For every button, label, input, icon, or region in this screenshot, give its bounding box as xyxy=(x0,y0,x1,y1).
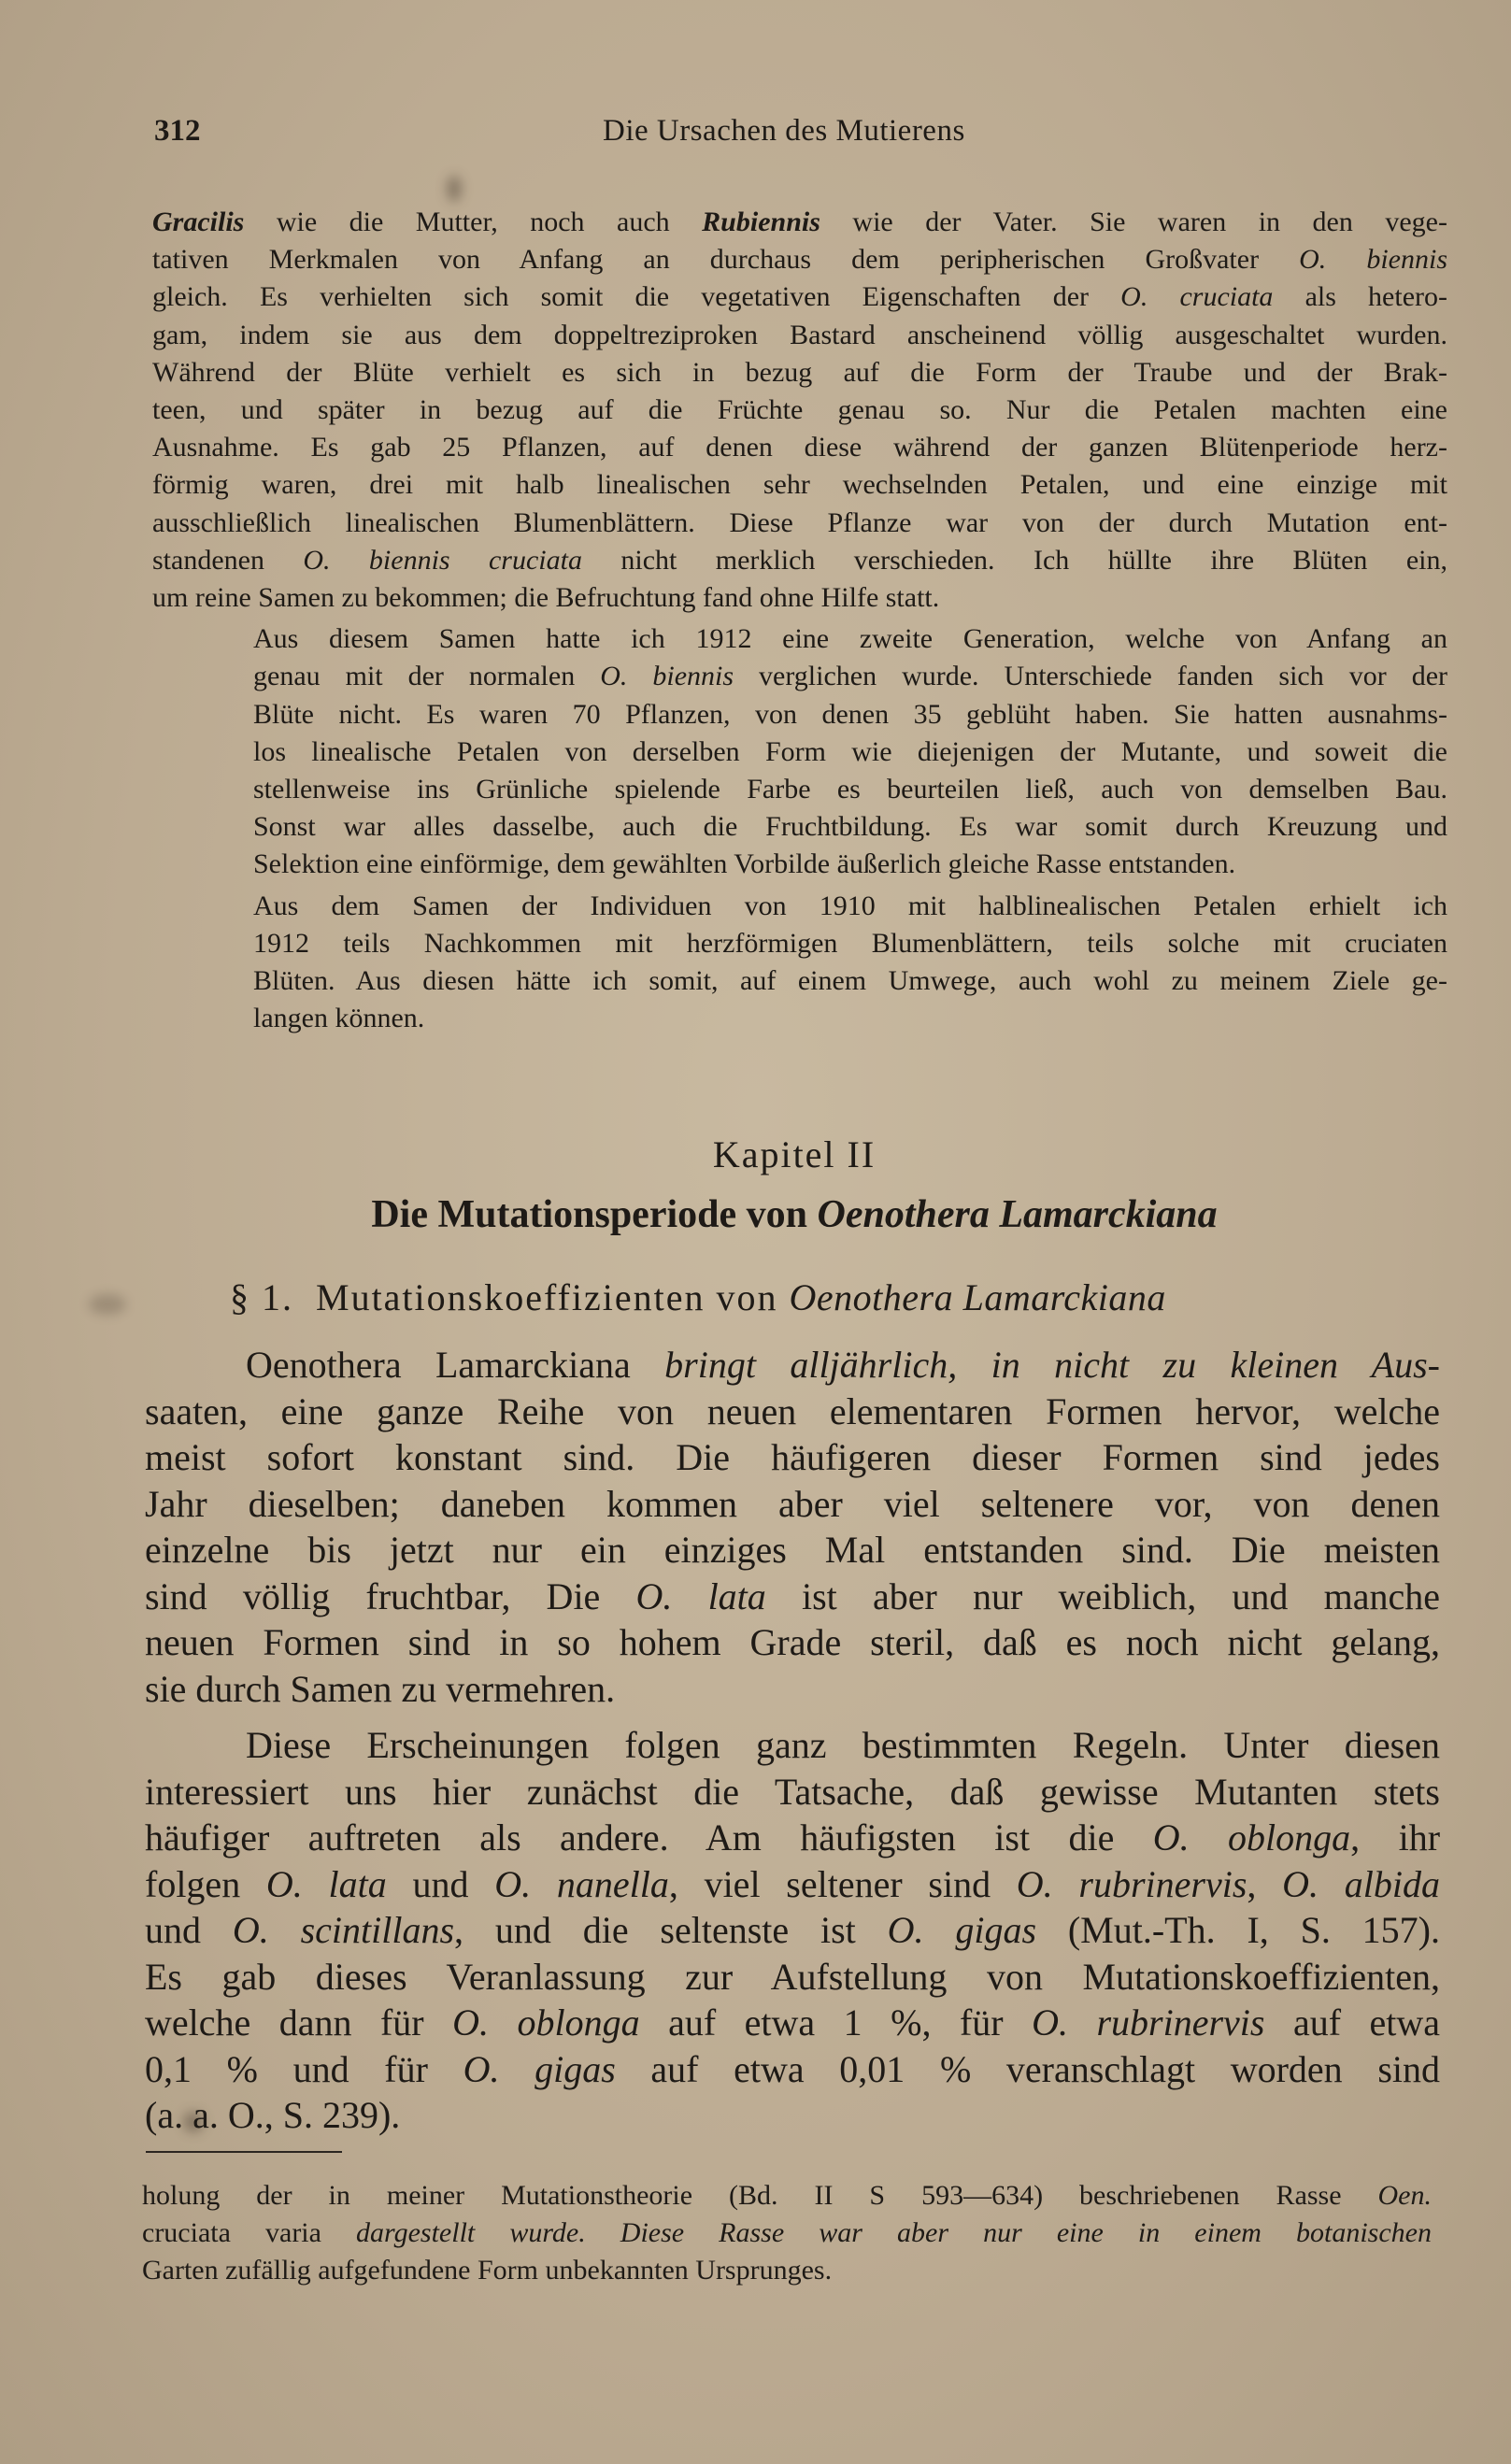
chapter-label: Kapitel II xyxy=(712,1133,877,1175)
text-line: um reine Samen zu bekommen; die Befruchtung fand ohne Hilfe statt. xyxy=(152,582,940,614)
text-segment: standenen xyxy=(152,544,304,576)
section-title-species: Oenothera Lamarckiana xyxy=(789,1276,1166,1318)
footnote-rule xyxy=(146,2151,342,2153)
text-segment: ist aber nur weiblich, und manche xyxy=(765,1574,1440,1617)
text-segment: und xyxy=(145,1909,233,1951)
section-number: § 1. xyxy=(230,1276,293,1318)
main-text-paragraph xyxy=(145,1722,1440,2139)
paragraph xyxy=(152,620,1447,883)
text-segment: wie der Vater. Sie waren in den vege- xyxy=(820,207,1447,237)
text-line: Blüten. Aus diesen hätte ich somit, auf einem Umwege, auch wohl zu meinem Ziele ge- xyxy=(253,965,1447,997)
text-line xyxy=(152,204,1447,241)
text-line: langen können. xyxy=(253,1003,425,1034)
section-heading xyxy=(230,1275,1166,1319)
text-line: stellenweise ins Grünliche spielende Farbe es beurteilen ließ, auch von demselben Bau. xyxy=(253,774,1447,805)
text-line: einzelne bis jetzt nur ein einziges Mal entstanden sind. Die meisten xyxy=(145,1529,1440,1571)
text-line: Aus dem Samen der Individuen von 1910 mit halblinealischen Petalen erhielt ich xyxy=(253,890,1447,921)
text-segment: und xyxy=(386,1862,495,1905)
text-line: förmig waren, drei mit halb linealischen sehr wechselnden Petalen, und eine einzige mit xyxy=(152,469,1447,501)
text-line: Blüte nicht. Es waren 70 Pflanzen, von denen 35 geblüht haben. Sie hatten ausnahms- xyxy=(253,698,1447,730)
italic-term: O. lata xyxy=(635,1574,766,1617)
text-line: Aus diesem Samen hatte ich 1912 eine zweite Generation, welche von Anfang an xyxy=(253,623,1447,655)
text-line xyxy=(145,1861,1440,1908)
main-text-paragraph xyxy=(145,1342,1440,1712)
text-segment: häufiger auftreten als andere. Am häufigsten ist die xyxy=(145,1816,1153,1859)
italic-term: O. biennis xyxy=(1299,244,1447,276)
text-line xyxy=(145,1574,1440,1620)
text-line xyxy=(152,241,1447,278)
text-segment: holung der in meiner Mutationstheorie (Bd. II S 593—634) beschriebenen Rasse xyxy=(142,2180,1378,2211)
text-segment: als hetero- xyxy=(1273,281,1447,313)
text-line xyxy=(142,2215,1432,2252)
paragraph xyxy=(152,204,1447,617)
text-line xyxy=(145,2046,1440,2093)
text-line: 1912 teils Nachkommen mit herzförmigen Blumenblättern, teils solche mit cruciaten xyxy=(253,927,1447,959)
text-line: Jahr dieselben; daneben kommen aber viel seltenere vor, von denen xyxy=(145,1482,1440,1525)
italic-term: Gracilis xyxy=(152,207,245,237)
text-line: sie durch Samen zu vermehren. xyxy=(145,1667,616,1710)
text-line: (a. a. O., S. 239). xyxy=(145,2094,401,2136)
text-line: Ausnahme. Es gab 25 Pflanzen, auf denen diese während der ganzen Blütenperiode herz- xyxy=(152,432,1447,463)
ink-blot xyxy=(447,176,462,202)
chapter-title-species: Oenothera Lamarckiana xyxy=(817,1193,1218,1236)
text-segment: wie die Mutter, noch auch xyxy=(244,207,703,237)
text-segment: auf etwa 1 %, für xyxy=(639,2001,1033,2044)
text-segment: tativen Merkmalen von Anfang an durchaus dem peripherischen Großvater xyxy=(152,244,1300,276)
text-segment: welche dann für xyxy=(145,2001,453,2044)
text-line: los linealische Petalen von derselben Form wie diejenigen der Mutante, und soweit die xyxy=(253,735,1447,767)
italic-term: O. oblonga xyxy=(1152,1816,1351,1859)
italic-term: O. oblonga xyxy=(452,2001,640,2044)
text-line xyxy=(152,278,1447,316)
italic-term: O. lata xyxy=(265,1862,387,1905)
text-segment: 0,1 % und für xyxy=(145,2047,463,2090)
text-segment: gleich. Es verhielten sich somit die vegetativen Eigenschaften der xyxy=(152,281,1121,313)
text-line xyxy=(152,542,1447,579)
italic-term: Oen. xyxy=(1377,2180,1432,2211)
text-line: teen, und später in bezug auf die Früchte genau so. Nur die Petalen machten eine xyxy=(152,394,1447,426)
text-segment: verglichen wurde. Unterschiede fanden sich vor der xyxy=(734,661,1448,692)
text-line: Selektion eine einförmige, dem gewählten Vorbilde äußerlich gleiche Rasse entstanden. xyxy=(253,848,1236,880)
text-segment: , viel seltener sind xyxy=(668,1862,1017,1905)
small-text-block xyxy=(152,204,1447,1037)
text-segment: , xyxy=(1247,1862,1283,1905)
italic-term: O. rubrinervis xyxy=(1032,2001,1265,2044)
text-line: Garten zufällig aufgefundene Form unbekannten Ursprunges. xyxy=(142,2255,833,2286)
italic-term: bringt alljährlich, in nicht zu kleinen Aus- xyxy=(630,1344,1440,1386)
section-title-prefix: Mutationskoeffizienten von xyxy=(316,1276,790,1318)
text-line: gam, indem sie aus dem doppeltreziproken Bastard anscheinend völlig ausgeschaltet wurden. xyxy=(152,319,1447,350)
text-line: Während der Blüte verhielt es sich in bezug auf die Form der Traube und der Brak- xyxy=(152,356,1447,388)
text-segment: sind völlig fruchtbar, Die xyxy=(145,1574,636,1617)
text-line xyxy=(145,1907,1440,1954)
text-line: saaten, eine ganze Reihe von neuen elementaren Formen hervor, welche xyxy=(145,1389,1440,1432)
text-line xyxy=(145,1342,1440,1389)
italic-term: O. cruciata xyxy=(1120,281,1274,313)
text-line: interessiert uns hier zunächst die Tatsache, daß gewisse Mutanten stets xyxy=(145,1770,1440,1813)
text-line: ausschließlich linealischen Blumenblättern. Diese Pflanze war von der durch Mutation ent- xyxy=(152,506,1447,538)
text-segment: genau mit der normalen xyxy=(253,661,601,692)
running-title: Die Ursachen des Mutierens xyxy=(603,114,965,148)
text-line xyxy=(152,658,1447,695)
chapter-title-prefix: Die Mutationsperiode von xyxy=(371,1193,818,1236)
running-head xyxy=(154,114,1444,161)
italic-term: O. scintillans xyxy=(232,1909,455,1951)
italic-term: Rubiennis xyxy=(702,207,820,237)
text-segment: (Mut.-Th. I, S. 157). xyxy=(1036,1909,1440,1951)
text-line xyxy=(142,2177,1432,2215)
italic-term: O. biennis cruciata xyxy=(303,544,582,576)
text-segment: , ihr xyxy=(1350,1816,1441,1859)
text-line: neuen Formen sind in so hohem Grade steril, daß es noch nicht gelang, xyxy=(145,1621,1440,1663)
italic-term: dargestellt wurde. Diese Rasse war aber nur eine in einem botanischen xyxy=(321,2217,1432,2248)
paragraph xyxy=(152,888,1447,1038)
italic-term: O. gigas xyxy=(887,1909,1037,1951)
footnote xyxy=(142,2177,1432,2289)
text-segment: nicht merklich verschieden. Ich hüllte ihre Blüten ein, xyxy=(581,544,1447,576)
italic-term: O. nanella xyxy=(494,1862,669,1905)
text-segment: Oenothera Lamarckiana xyxy=(246,1344,631,1386)
text-line xyxy=(145,2000,1440,2046)
text-line: Sonst war alles dasselbe, auch die Fruchtbildung. Es war somit durch Kreuzung und xyxy=(253,811,1447,843)
text-line: meist sofort konstant sind. Die häufigeren dieser Formen sind jedes xyxy=(145,1436,1440,1478)
text-line: Diese Erscheinungen folgen ganz bestimmten Regeln. Unter diesen xyxy=(246,1724,1440,1766)
italic-term: O. rubrinervis xyxy=(1016,1862,1247,1905)
page-number: 312 xyxy=(154,114,201,148)
ink-smudge xyxy=(89,1294,126,1315)
chapter-title xyxy=(0,1192,1511,1237)
text-segment: cruciata varia xyxy=(142,2217,321,2248)
text-segment: , und die seltenste ist xyxy=(454,1909,888,1951)
text-segment: auf etwa xyxy=(1264,2001,1441,2044)
italic-term: O. albida xyxy=(1282,1862,1440,1905)
text-line: Es gab dieses Veranlassung zur Aufstellung von Mutationskoeffizienten, xyxy=(145,1955,1440,1998)
text-segment: auf etwa 0,01 % veranschlagt worden sind xyxy=(615,2047,1440,2090)
text-segment: folgen xyxy=(145,1862,266,1905)
italic-term: O. biennis xyxy=(600,661,734,692)
italic-term: O. gigas xyxy=(463,2047,616,2090)
text-line xyxy=(145,1815,1440,1861)
